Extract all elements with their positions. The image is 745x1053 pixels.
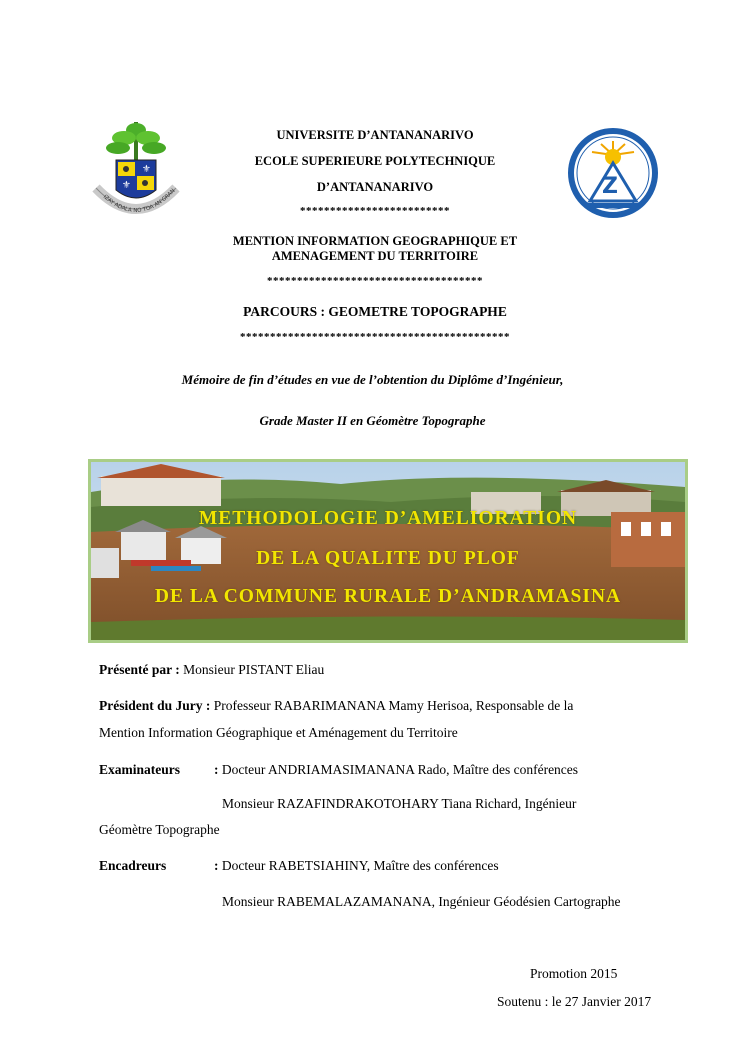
banner-title-line3: DE LA COMMUNE RURALE D’ANDRAMASINA: [154, 586, 622, 607]
encadreur-1-value: Docteur RABETSIAHINY, Maître des conférences: [218, 858, 499, 873]
president-jury: [99, 698, 573, 714]
parcours: PARCOURS : GEOMETRE TOPOGRAPHE: [243, 304, 507, 319]
banner-title-line1: METHODOLOGIE D’AMELIORATION: [198, 508, 578, 529]
banner-title-line2: DE LA QUALITE DU PLOF: [256, 548, 520, 569]
university-name: UNIVERSITE D’ANTANANARIVO: [276, 128, 474, 142]
encadreurs: [99, 858, 166, 874]
separator-stars-2: ************************************: [267, 275, 483, 287]
mention-line1: MENTION INFORMATION GEOGRAPHIQUE ET: [232, 234, 518, 248]
examinateur-1: [214, 762, 578, 778]
examinateurs: [99, 762, 180, 778]
encadreurs-label: Encadreurs: [99, 858, 167, 873]
encadreurs-colon: :: [214, 858, 219, 873]
promotion: Promotion 2015: [530, 966, 618, 981]
examinateurs-label: Examinateurs: [99, 762, 180, 777]
president-label: Président du Jury :: [99, 698, 211, 713]
examinateurs-colon: :: [214, 762, 219, 777]
svg-text:⚜: ⚜: [122, 180, 131, 191]
encadreur-1: [214, 858, 499, 874]
svg-text:Z: Z: [602, 174, 618, 199]
presente-par: [99, 662, 324, 678]
title-banner: [88, 459, 688, 643]
presente-label: Présenté par :: [99, 662, 180, 677]
president-value-line2: Mention Information Géographique et Aménagement du Territoire: [99, 725, 458, 740]
examinateur-2: Monsieur RAZAFINDRAKOTOHARY Tiana Richard, Ingénieur: [222, 796, 577, 811]
separator-stars-1: *************************: [300, 205, 450, 217]
school-name-line1: ECOLE SUPERIEURE POLYTECHNIQUE: [254, 154, 496, 168]
examinateur-2-line2: Géomètre Topographe: [99, 822, 220, 837]
president-value: Professeur RABARIMANANA Mamy Herisoa, Responsable de la: [210, 698, 574, 713]
seal-motto: IZAY ADALA NO TOA AN'GRAN: [101, 188, 177, 215]
memoire-line1: Mémoire de fin d’études en vue de l’obtention du Diplôme d’Ingénieur,: [181, 372, 564, 387]
school-name-line2: D’ANTANANARIVO: [316, 180, 434, 194]
encadreur-2: Monsieur RABEMALAZAMANANA, Ingénieur Géodésien Cartographe: [222, 894, 621, 909]
svg-text:⚜: ⚜: [142, 164, 151, 175]
memoire-line2: Grade Master II en Géomètre Topographe: [259, 413, 486, 428]
mention-line2: AMENAGEMENT DU TERRITOIRE: [271, 249, 479, 263]
soutenu-date: Soutenu : le 27 Janvier 2017: [497, 994, 652, 1009]
examinateur-1-value: Docteur ANDRIAMASIMANANA Rado, Maître des conférences: [218, 762, 579, 777]
separator-stars-3: *********************************************: [240, 331, 510, 343]
presente-value: Monsieur PISTANT Eliau: [179, 662, 325, 677]
